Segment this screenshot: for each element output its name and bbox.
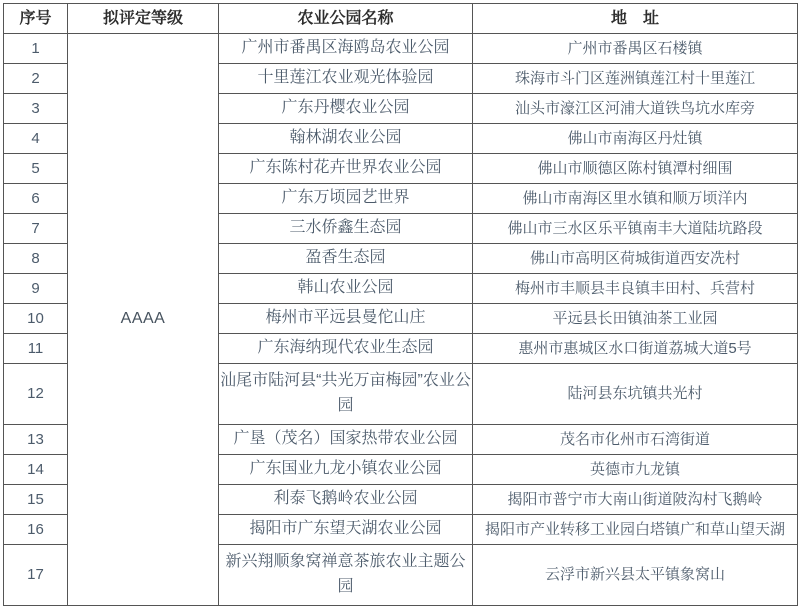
cell-address: 梅州市丰顺县丰良镇丰田村、兵营村 xyxy=(473,274,798,304)
cell-serial: 1 xyxy=(4,34,68,64)
cell-serial: 7 xyxy=(4,214,68,244)
cell-serial: 17 xyxy=(4,545,68,606)
header-cell-park-name: 农业公园名称 xyxy=(219,4,473,34)
cell-address: 佛山市高明区荷城街道西安冼村 xyxy=(473,244,798,274)
cell-serial: 3 xyxy=(4,94,68,124)
header-cell-serial: 序号 xyxy=(4,4,68,34)
header-cell-address: 地 址 xyxy=(473,4,798,34)
cell-serial: 2 xyxy=(4,64,68,94)
cell-serial: 8 xyxy=(4,244,68,274)
cell-serial: 16 xyxy=(4,515,68,545)
cell-park-name: 利泰飞鹅岭农业公园 xyxy=(219,485,473,515)
cell-address: 佛山市顺德区陈村镇潭村细围 xyxy=(473,154,798,184)
parks-table xyxy=(3,3,798,606)
cell-address: 珠海市斗门区莲洲镇莲江村十里莲江 xyxy=(473,64,798,94)
cell-park-name: 十里莲江农业观光体验园 xyxy=(219,64,473,94)
cell-park-name: 广东海纳现代农业生态园 xyxy=(219,334,473,364)
cell-park-name: 新兴翔顺象窝禅意茶旅农业主题公园 xyxy=(219,545,473,606)
grade-merged-cell: AAAA xyxy=(68,34,219,606)
cell-park-name: 广垦（茂名）国家热带农业公园 xyxy=(219,425,473,455)
cell-park-name: 韩山农业公园 xyxy=(219,274,473,304)
cell-address: 惠州市惠城区水口街道荔城大道5号 xyxy=(473,334,798,364)
cell-address: 汕头市濠江区河浦大道铁鸟坑水库旁 xyxy=(473,94,798,124)
cell-park-name: 广东丹樱农业公园 xyxy=(219,94,473,124)
cell-park-name: 三水侨鑫生态园 xyxy=(219,214,473,244)
cell-park-name: 广东国业九龙小镇农业公园 xyxy=(219,455,473,485)
cell-address: 陆河县东坑镇共光村 xyxy=(473,364,798,425)
table-header xyxy=(4,4,798,34)
cell-park-name: 广州市番禺区海鸥岛农业公园 xyxy=(219,34,473,64)
cell-address: 茂名市化州市石湾街道 xyxy=(473,425,798,455)
cell-address: 佛山市南海区里水镇和顺万顷洋内 xyxy=(473,184,798,214)
cell-serial: 4 xyxy=(4,124,68,154)
cell-serial: 11 xyxy=(4,334,68,364)
cell-address: 佛山市三水区乐平镇南丰大道陆坑路段 xyxy=(473,214,798,244)
cell-serial: 6 xyxy=(4,184,68,214)
cell-park-name: 广东陈村花卉世界农业公园 xyxy=(219,154,473,184)
cell-address: 揭阳市普宁市大南山街道陂沟村飞鹅岭 xyxy=(473,485,798,515)
header-cell-grade: 拟评定等级 xyxy=(68,4,219,34)
cell-park-name: 梅州市平远县曼佗山庄 xyxy=(219,304,473,334)
cell-park-name: 揭阳市广东望天湖农业公园 xyxy=(219,515,473,545)
cell-address: 云浮市新兴县太平镇象窝山 xyxy=(473,545,798,606)
cell-serial: 9 xyxy=(4,274,68,304)
cell-serial: 13 xyxy=(4,425,68,455)
header-row xyxy=(4,4,798,34)
cell-address: 平远县长田镇油茶工业园 xyxy=(473,304,798,334)
cell-serial: 14 xyxy=(4,455,68,485)
cell-serial: 10 xyxy=(4,304,68,334)
cell-park-name: 广东万顷园艺世界 xyxy=(219,184,473,214)
cell-park-name: 盈香生态园 xyxy=(219,244,473,274)
cell-address: 广州市番禺区石楼镇 xyxy=(473,34,798,64)
table-row xyxy=(4,34,798,64)
cell-serial: 15 xyxy=(4,485,68,515)
cell-address: 揭阳市产业转移工业园白塔镇广和草山望天湖 xyxy=(473,515,798,545)
cell-address: 佛山市南海区丹灶镇 xyxy=(473,124,798,154)
cell-serial: 5 xyxy=(4,154,68,184)
cell-address: 英德市九龙镇 xyxy=(473,455,798,485)
cell-park-name: 翰林湖农业公园 xyxy=(219,124,473,154)
cell-serial: 12 xyxy=(4,364,68,425)
cell-park-name: 汕尾市陆河县“共光万亩梅园”农业公园 xyxy=(219,364,473,425)
table-body xyxy=(4,34,798,606)
